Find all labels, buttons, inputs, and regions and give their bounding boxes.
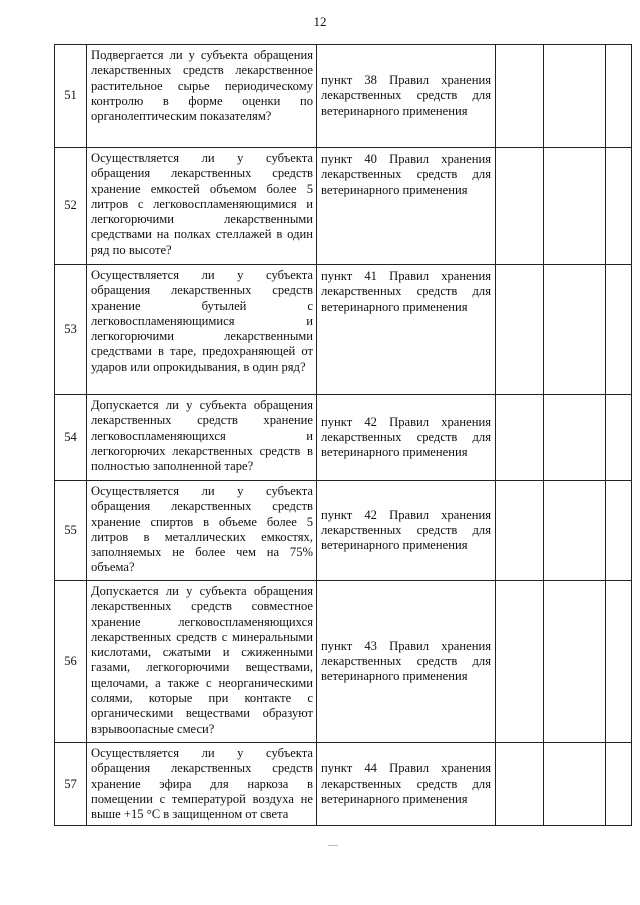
note-cell — [606, 45, 632, 148]
reference-text: пункт 38 Правил хранения лекарственных средств для ветеринарного применения — [321, 73, 491, 118]
table-row — [55, 148, 632, 265]
question-cell: Допускается ли у субъекта обращения лекарственных средств хранение легковоспламеняющихся и легкогорючих лекарственных средств в полностью заполненной таре? — [87, 395, 317, 481]
question-cell: Подвергается ли у субъекта обращения лекарственных средств лекарственное растительное сырье периодическому контролю в форме оценки по органолептическим показателям? — [87, 45, 317, 148]
reference-cell — [317, 265, 496, 395]
row-number: 53 — [55, 265, 87, 395]
reference-text: пункт 42 Правил хранения лекарственных средств для ветеринарного применения — [321, 414, 491, 460]
note-cell — [606, 395, 632, 481]
note-cell — [606, 743, 632, 826]
row-number: 54 — [55, 395, 87, 481]
reference-cell — [317, 395, 496, 481]
row-number: 57 — [55, 743, 87, 826]
answer-cell-no — [544, 581, 606, 743]
reference-text: пункт 41 Правил хранения лекарственных средств для ветеринарного применения — [321, 269, 491, 314]
reference-cell — [317, 148, 496, 265]
answer-cell-yes — [496, 395, 544, 481]
question-cell: Осуществляется ли у субъекта обращения лекарственных средств хранение спиртов в объеме более 5 литров в металлических емкостях, заполняемых не более чем на 75% объема? — [87, 481, 317, 581]
question-cell: Осуществляется ли у субъекта обращения лекарственных средств хранение эфира для наркоза в помещении с температурой воздуха не выше +15 °С в защищенном от света — [87, 743, 317, 826]
scan-mark — [328, 845, 338, 846]
row-number: 51 — [55, 45, 87, 148]
checklist-table — [54, 44, 632, 826]
answer-cell-yes — [496, 265, 544, 395]
row-number: 52 — [55, 148, 87, 265]
table-row — [55, 395, 632, 481]
answer-cell-yes — [496, 581, 544, 743]
answer-cell-yes — [496, 481, 544, 581]
answer-cell-no — [544, 148, 606, 265]
reference-cell — [317, 481, 496, 581]
answer-cell-yes — [496, 45, 544, 148]
row-number: 56 — [55, 581, 87, 743]
page-number: 12 — [313, 14, 327, 29]
answer-cell-no — [544, 743, 606, 826]
note-cell — [606, 265, 632, 395]
question-cell: Осуществляется ли у субъекта обращения лекарственных средств хранение емкостей объемом более 5 литров с легковоспламеняющимися и легкогорючими лекарственными средствами на полках стеллажей в один ряд по высоте? — [87, 148, 317, 265]
question-cell: Допускается ли у субъекта обращения лекарственных средств совместное хранение легковоспламеняющихся лекарственных средств с минеральными кислотами, сжатыми и сжиженными газами, легкогорючими веществами, щелочами, а также с неорганическими солями, которые при контакте с органическими веществами образуют взрывоопасные смеси? — [87, 581, 317, 743]
answer-cell-no — [544, 265, 606, 395]
row-number: 55 — [55, 481, 87, 581]
answer-cell-no — [544, 45, 606, 148]
note-cell — [606, 581, 632, 743]
answer-cell-no — [544, 395, 606, 481]
reference-text: пункт 44 Правил хранения лекарственных средств для ветеринарного применения — [321, 761, 491, 806]
table-row — [55, 265, 632, 395]
answer-cell-yes — [496, 743, 544, 826]
answer-cell-no — [544, 481, 606, 581]
table-row — [55, 581, 632, 743]
reference-cell — [317, 581, 496, 743]
note-cell — [606, 481, 632, 581]
reference-text: пункт 40 Правил хранения лекарственных средств для ветеринарного применения — [321, 152, 491, 197]
answer-cell-yes — [496, 148, 544, 265]
table-row — [55, 45, 632, 148]
question-cell: Осуществляется ли у субъекта обращения лекарственных средств хранение бутылей с легковоспламеняющимися и легкогорючими лекарственными средствами в таре, предохраняющей от ударов или опрокидывания, в один ряд? — [87, 265, 317, 395]
note-cell — [606, 148, 632, 265]
reference-text: пункт 43 Правил хранения лекарственных средств для ветеринарного применения — [321, 638, 491, 684]
reference-text: пункт 42 Правил хранения лекарственных средств для ветеринарного применения — [321, 507, 491, 553]
table-row — [55, 743, 632, 826]
reference-cell — [317, 45, 496, 148]
reference-cell — [317, 743, 496, 826]
table-row — [55, 481, 632, 581]
